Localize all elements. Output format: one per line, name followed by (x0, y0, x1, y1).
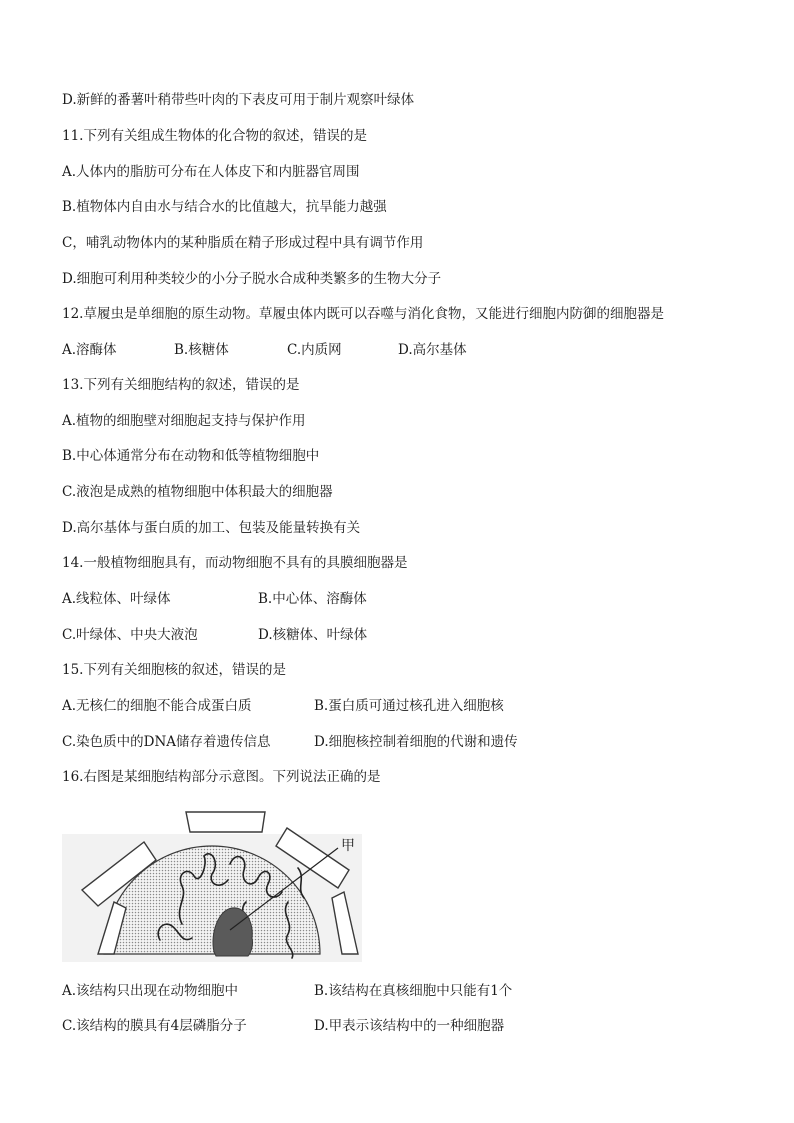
question-15-option-b: B.蛋白质可通过核孔进入细胞核 (314, 698, 504, 714)
question-16-option-a: A.该结构只出现在动物细胞中 (62, 983, 239, 999)
question-14-option-c: C.叶绿体、中央大液泡 (62, 627, 198, 643)
question-11-option-d: D.细胞可利用种类较少的小分子脱水合成种类繁多的生物大分子 (62, 271, 442, 287)
question-16-option-d: D.甲表示该结构中的一种细胞器 (314, 1018, 505, 1034)
question-15-option-d: D.细胞核控制着细胞的代谢和遗传 (314, 734, 518, 750)
question-14-option-b: B.中心体、溶酶体 (258, 591, 367, 607)
question-11-stem: 11.下列有关组成生物体的化合物的叙述，错误的是 (62, 128, 367, 144)
question-13-option-c: C.液泡是成熟的植物细胞中体积最大的细胞器 (62, 484, 333, 500)
question-12-option-b: B.核糖体 (174, 342, 229, 358)
question-15-option-a: A.无核仁的细胞不能合成蛋白质 (62, 698, 252, 714)
question-11-option-b: B.植物体内自由水与结合水的比值越大，抗旱能力越强 (62, 199, 387, 215)
question-14-stem: 14.一般植物细胞具有，而动物细胞不具有的具膜细胞器是 (62, 555, 408, 571)
question-14-option-d: D.核糖体、叶绿体 (258, 627, 368, 643)
question-10-option-d: D.新鲜的番薯叶稍带些叶肉的下表皮可用于制片观察叶绿体 (62, 92, 415, 108)
question-13-option-d: D.高尔基体与蛋白质的加工、包装及能量转换有关 (62, 520, 361, 536)
question-14-option-a: A.线粒体、叶绿体 (62, 591, 171, 607)
question-12-option-d: D.高尔基体 (398, 342, 467, 358)
question-13-stem: 13.下列有关细胞结构的叙述，错误的是 (62, 377, 300, 393)
question-13-option-b: B.中心体通常分布在动物和低等植物细胞中 (62, 448, 320, 464)
nucleus-diagram (62, 806, 362, 962)
question-11-option-a: A.人体内的脂肪可分布在人体皮下和内脏器官周围 (62, 164, 360, 180)
question-12-option-c: C.内质网 (287, 342, 342, 358)
question-16-stem: 16.右图是某细胞结构部分示意图。下列说法正确的是 (62, 769, 381, 785)
figure-label-jia: 甲 (341, 838, 355, 854)
question-16-option-b: B.该结构在真核细胞中只能有1个 (314, 983, 513, 999)
question-15-stem: 15.下列有关细胞核的叙述，错误的是 (62, 662, 286, 678)
question-11-option-c: C，哺乳动物体内的某种脂质在精子形成过程中具有调节作用 (62, 235, 424, 251)
nuclear-envelope-segment (186, 812, 265, 832)
question-12-option-a: A.溶酶体 (62, 342, 117, 358)
question-16-option-c: C.该结构的膜具有4层磷脂分子 (62, 1018, 247, 1034)
question-12-stem: 12.草履虫是单细胞的原生动物。草履虫体内既可以吞噬与消化食物，又能进行细胞内防御的细胞器是 (62, 306, 664, 322)
question-15-option-c: C.染色质中的DNA储存着遗传信息 (62, 734, 271, 750)
question-13-option-a: A.植物的细胞壁对细胞起支持与保护作用 (62, 413, 306, 429)
